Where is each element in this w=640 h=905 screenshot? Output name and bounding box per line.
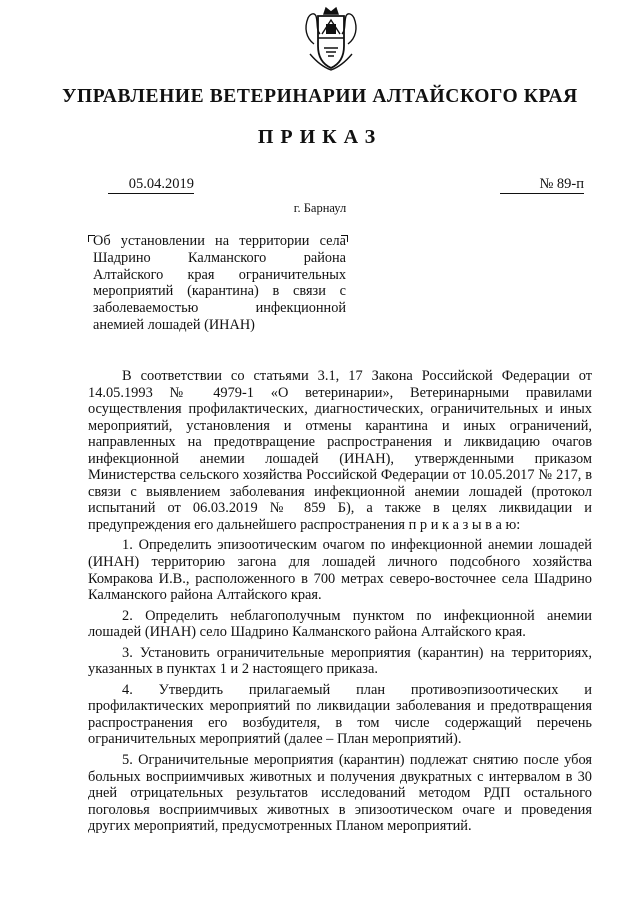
document-type: ПРИКАЗ [257, 126, 383, 148]
order-item-2: 2. Определить неблагополучным пунктом по инфекционной анемии лошадей (ИНАН) село Шадрино Калманского района Алтайского края. [88, 607, 592, 641]
order-item-3: 3. Установить ограничительные мероприятия (карантин) на территориях, указанных в пунктах 1 и 2 настоящего приказа. [88, 644, 592, 678]
document-number: № 89-п [500, 176, 584, 194]
document-date: 05.04.2019 [108, 176, 194, 194]
agency-name: УПРАВЛЕНИЕ ВЕТЕРИНАРИИ АЛТАЙСКОГО КРАЯ [62, 86, 578, 107]
order-item-4: 4. Утвердить прилагаемый план противоэпизоотических и профилактических мероприятий по ликвидации заболевания и предотвращения распространения его возбудителя, в том числе содержащий перечень ограничительных мероприятий (далее – План мероприятий). [88, 681, 592, 748]
order-item-5: 5. Ограничительные мероприятия (карантин) подлежат снятию после убоя больных восприимчивых животных и получения двукратных с интервалом в 30 дней отрицательных результатов исследований методом РДП остального поголовья восприимчивых животных в эпизоотическом очаге и проведения других мероприятий, предусмотренных Планом мероприятий. [88, 752, 592, 835]
coat-of-arms-icon [296, 4, 366, 76]
document-city: г. Барнаул [293, 201, 347, 215]
order-item-1: 1. Определить эпизоотическим очагом по инфекционной анемии лошадей (ИНАН) территорию загона для лошадей личного подсобного хозяйства Комракова И.В., расположенного в 700 метрах северо-восточнее села Шадрино Калманского района Алтайского края. [88, 537, 592, 604]
document-subject: Об установлении на территории села Шадрино Калманского района Алтайского края ограничительных мероприятий (карантина) в связи с заболеваемостью инфекционной анемией лошадей (ИНАН) [93, 233, 346, 333]
document-body [88, 368, 592, 835]
preamble-paragraph: В соответствии со статьями 3.1, 17 Закона Российской Федерации от 14.05.1993 № 4979-1 «О ветеринарии», Ветеринарными правилами осуществления профилактических, диагностических, ограничительных и иных мероприятий, установления и отмены карантина и иных ограничений, направленных на предотвращение распространения и ликвидацию очагов инфекционной анемии лошадей (ИНАН), утвержденными приказом Министерства сельского хозяйства Российской Федерации от 10.05.2017 № 217, в связи с выявлением заболевания инфекционной анемии лошадей (протокол испытаний от 06.03.2019 № 859 Б), а также в целях ликвидации и предупреждения его дальнейшего распространения п р и к а з ы в а ю: [88, 368, 592, 533]
